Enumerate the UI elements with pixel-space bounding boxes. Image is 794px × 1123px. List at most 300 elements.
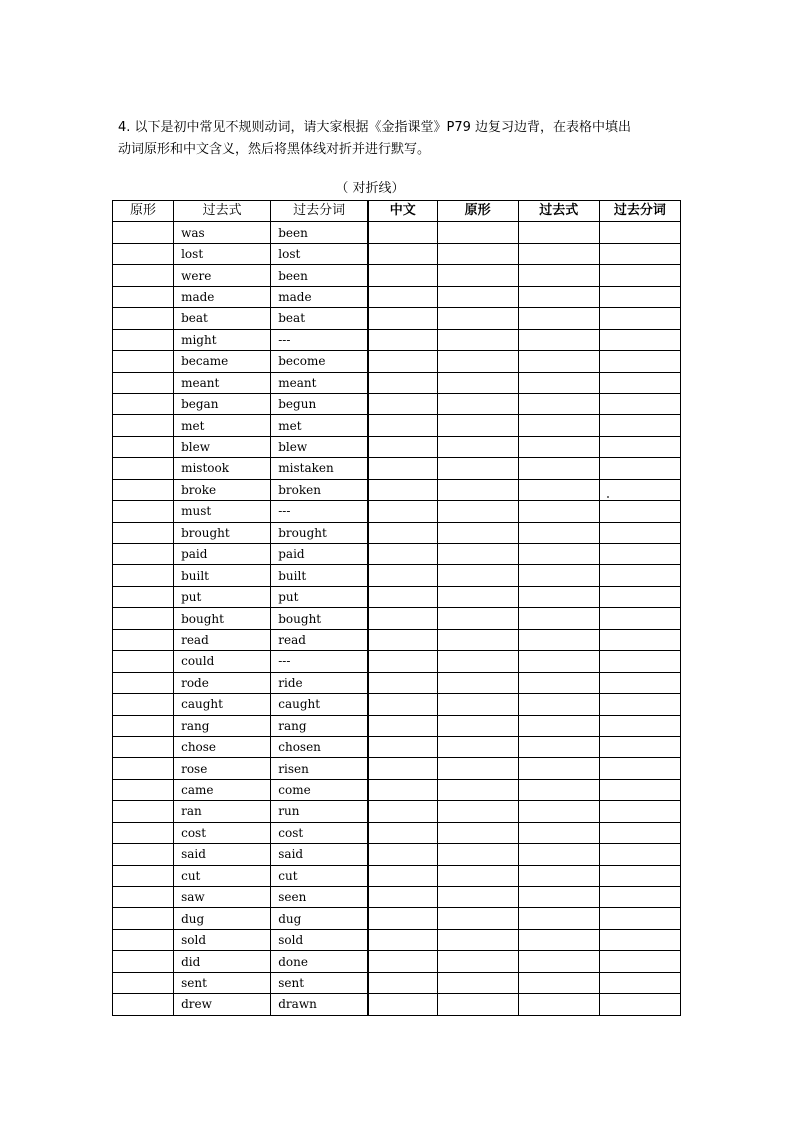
table-row: [113, 651, 681, 672]
cell-base-form[interactable]: [113, 243, 174, 264]
cell-past-tense-2[interactable]: [518, 479, 599, 500]
cell-chinese[interactable]: [368, 801, 437, 822]
cell-past-participle-2[interactable]: [599, 736, 680, 757]
cell-chinese[interactable]: [368, 715, 437, 736]
header-past-participle: 过去分词: [271, 201, 368, 222]
cell-base-form-2[interactable]: [437, 715, 518, 736]
cell-past-participle-2[interactable]: [599, 286, 680, 307]
table-row: [113, 372, 681, 393]
table-row: [113, 265, 681, 286]
table-row: [113, 522, 681, 543]
cell-base-form-2[interactable]: [437, 929, 518, 950]
table-row: [113, 694, 681, 715]
cell-past-tense-2[interactable]: [518, 243, 599, 264]
cell-past-tense-2[interactable]: [518, 672, 599, 693]
cell-chinese[interactable]: [368, 393, 437, 414]
cell-past-tense-2[interactable]: [518, 308, 599, 329]
cell-base-form-2[interactable]: [437, 501, 518, 522]
cell-past-participle-2[interactable]: [599, 436, 680, 457]
cell-past-tense-2[interactable]: [518, 801, 599, 822]
cell-base-form-2[interactable]: [437, 651, 518, 672]
cell-past-participle-2[interactable]: [599, 608, 680, 629]
cell-base-form-2[interactable]: [437, 372, 518, 393]
cell-past-participle: seen: [271, 887, 368, 908]
cell-base-form[interactable]: [113, 501, 174, 522]
cell-base-form-2[interactable]: [437, 458, 518, 479]
cell-past-tense: chose: [174, 736, 271, 757]
cell-past-participle-2[interactable]: [599, 393, 680, 414]
cell-past-tense: saw: [174, 887, 271, 908]
table-row: [113, 779, 681, 800]
cell-base-form-2[interactable]: [437, 908, 518, 929]
cell-base-form[interactable]: [113, 329, 174, 350]
cell-chinese[interactable]: [368, 951, 437, 972]
cell-past-tense-2[interactable]: [518, 522, 599, 543]
table-row: [113, 458, 681, 479]
cell-past-participle: caught: [271, 694, 368, 715]
table-row: [113, 929, 681, 950]
cell-past-participle-2[interactable]: [599, 415, 680, 436]
stray-mark: [607, 496, 609, 498]
table-body: [113, 222, 681, 1015]
cell-past-participle-2[interactable]: [599, 222, 680, 243]
table-row: [113, 286, 681, 307]
cell-past-participle-2[interactable]: [599, 715, 680, 736]
fold-line-label: （ 对折线）: [335, 181, 405, 196]
cell-past-participle-2[interactable]: [599, 544, 680, 565]
cell-past-participle: ---: [271, 329, 368, 350]
cell-past-tense: caught: [174, 694, 271, 715]
cell-past-tense-2[interactable]: [518, 436, 599, 457]
cell-base-form-2[interactable]: [437, 415, 518, 436]
cell-base-form[interactable]: [113, 522, 174, 543]
cell-past-participle: mistaken: [271, 458, 368, 479]
cell-chinese[interactable]: [368, 501, 437, 522]
table-row: [113, 436, 681, 457]
cell-base-form-2[interactable]: [437, 393, 518, 414]
cell-base-form[interactable]: [113, 779, 174, 800]
cell-past-tense: brought: [174, 522, 271, 543]
table-header-row: [113, 201, 681, 222]
cell-past-participle-2[interactable]: [599, 458, 680, 479]
cell-base-form[interactable]: [113, 929, 174, 950]
cell-past-tense-2[interactable]: [518, 393, 599, 414]
cell-base-form[interactable]: [113, 994, 174, 1015]
cell-base-form-2[interactable]: [437, 436, 518, 457]
cell-past-tense: must: [174, 501, 271, 522]
cell-base-form-2[interactable]: [437, 522, 518, 543]
irregular-verb-table: [112, 200, 681, 1016]
cell-past-tense: came: [174, 779, 271, 800]
cell-chinese[interactable]: [368, 329, 437, 350]
cell-past-tense: became: [174, 351, 271, 372]
cell-chinese[interactable]: [368, 779, 437, 800]
cell-base-form-2[interactable]: [437, 694, 518, 715]
cell-chinese[interactable]: [368, 994, 437, 1015]
cell-base-form[interactable]: [113, 651, 174, 672]
cell-past-participle: done: [271, 951, 368, 972]
cell-past-tense: built: [174, 565, 271, 586]
cell-past-tense-2[interactable]: [518, 844, 599, 865]
cell-past-tense: broke: [174, 479, 271, 500]
cell-chinese[interactable]: [368, 308, 437, 329]
cell-base-form[interactable]: [113, 351, 174, 372]
header-past-tense: 过去式: [174, 201, 271, 222]
cell-past-tense-2[interactable]: [518, 865, 599, 886]
cell-base-form[interactable]: [113, 265, 174, 286]
cell-base-form-2[interactable]: [437, 479, 518, 500]
cell-base-form[interactable]: [113, 715, 174, 736]
cell-chinese[interactable]: [368, 544, 437, 565]
table-row: [113, 329, 681, 350]
cell-past-tense-2[interactable]: [518, 779, 599, 800]
table-row: [113, 672, 681, 693]
cell-past-tense-2[interactable]: [518, 372, 599, 393]
cell-past-participle-2[interactable]: [599, 758, 680, 779]
cell-past-tense: could: [174, 651, 271, 672]
cell-base-form[interactable]: [113, 458, 174, 479]
cell-past-tense: drew: [174, 994, 271, 1015]
cell-chinese[interactable]: [368, 522, 437, 543]
cell-past-tense-2[interactable]: [518, 972, 599, 993]
table-row: [113, 479, 681, 500]
cell-past-tense: rang: [174, 715, 271, 736]
table-row: [113, 994, 681, 1015]
cell-base-form-2[interactable]: [437, 672, 518, 693]
header-past-tense-2: 过去式: [518, 201, 599, 222]
cell-past-participle-2[interactable]: [599, 479, 680, 500]
header-base-form: 原形: [113, 201, 174, 222]
cell-chinese[interactable]: [368, 887, 437, 908]
cell-past-tense: bought: [174, 608, 271, 629]
instructions-line-2: 动词原形和中文含义，然后将黑体线对折并进行默写。: [118, 142, 431, 157]
cell-past-tense-2[interactable]: [518, 415, 599, 436]
cell-base-form-2[interactable]: [437, 544, 518, 565]
cell-past-participle: come: [271, 779, 368, 800]
cell-chinese[interactable]: [368, 286, 437, 307]
cell-chinese[interactable]: [368, 629, 437, 650]
cell-past-participle: brought: [271, 522, 368, 543]
cell-base-form[interactable]: [113, 822, 174, 843]
cell-past-tense: beat: [174, 308, 271, 329]
cell-past-participle: become: [271, 351, 368, 372]
header-base-form-2: 原形: [437, 201, 518, 222]
table-row: [113, 501, 681, 522]
table-row: [113, 715, 681, 736]
header-chinese: 中文: [368, 201, 437, 222]
cell-chinese[interactable]: [368, 672, 437, 693]
cell-base-form[interactable]: [113, 951, 174, 972]
cell-past-participle: lost: [271, 243, 368, 264]
cell-past-tense: was: [174, 222, 271, 243]
cell-past-participle-2[interactable]: [599, 651, 680, 672]
table-row: [113, 865, 681, 886]
cell-past-tense-2[interactable]: [518, 265, 599, 286]
cell-past-participle-2[interactable]: [599, 865, 680, 886]
cell-chinese[interactable]: [368, 586, 437, 607]
cell-base-form[interactable]: [113, 865, 174, 886]
cell-past-participle-2[interactable]: [599, 801, 680, 822]
cell-chinese[interactable]: [368, 929, 437, 950]
cell-past-participle-2[interactable]: [599, 822, 680, 843]
cell-past-participle-2[interactable]: [599, 501, 680, 522]
cell-base-form-2[interactable]: [437, 865, 518, 886]
cell-past-participle: ---: [271, 651, 368, 672]
cell-base-form-2[interactable]: [437, 887, 518, 908]
cell-base-form-2[interactable]: [437, 994, 518, 1015]
cell-base-form[interactable]: [113, 844, 174, 865]
cell-past-tense-2[interactable]: [518, 351, 599, 372]
cell-past-tense: might: [174, 329, 271, 350]
cell-base-form-2[interactable]: [437, 801, 518, 822]
cell-past-tense-2[interactable]: [518, 694, 599, 715]
cell-past-participle: bought: [271, 608, 368, 629]
table-row: [113, 887, 681, 908]
cell-past-participle-2[interactable]: [599, 586, 680, 607]
cell-past-tense-2[interactable]: [518, 887, 599, 908]
cell-past-participle-2[interactable]: [599, 779, 680, 800]
cell-past-participle: cost: [271, 822, 368, 843]
cell-chinese[interactable]: [368, 265, 437, 286]
cell-past-participle-2[interactable]: [599, 694, 680, 715]
cell-past-participle-2[interactable]: [599, 672, 680, 693]
cell-past-participle-2[interactable]: [599, 908, 680, 929]
cell-past-participle-2[interactable]: [599, 372, 680, 393]
cell-past-participle: rang: [271, 715, 368, 736]
table-row: [113, 222, 681, 243]
cell-past-participle: read: [271, 629, 368, 650]
cell-chinese[interactable]: [368, 694, 437, 715]
cell-past-tense-2[interactable]: [518, 994, 599, 1015]
cell-past-participle: sent: [271, 972, 368, 993]
cell-base-form[interactable]: [113, 544, 174, 565]
cell-past-tense: mistook: [174, 458, 271, 479]
cell-base-form[interactable]: [113, 972, 174, 993]
cell-past-tense: rode: [174, 672, 271, 693]
cell-past-participle-2[interactable]: [599, 994, 680, 1015]
table-row: [113, 393, 681, 414]
table-row: [113, 951, 681, 972]
cell-past-tense: made: [174, 286, 271, 307]
cell-base-form-2[interactable]: [437, 565, 518, 586]
cell-base-form[interactable]: [113, 586, 174, 607]
cell-past-participle: ---: [271, 501, 368, 522]
cell-past-participle: met: [271, 415, 368, 436]
cell-past-tense-2[interactable]: [518, 736, 599, 757]
cell-past-participle: sold: [271, 929, 368, 950]
cell-past-participle: chosen: [271, 736, 368, 757]
instructions-line-1: 4. 以下是初中常见不规则动词，请大家根据《金指课堂》P79 边复习边背，在表格中填出: [118, 120, 632, 135]
cell-past-tense-2[interactable]: [518, 565, 599, 586]
cell-base-form-2[interactable]: [437, 736, 518, 757]
cell-base-form[interactable]: [113, 608, 174, 629]
cell-past-tense: dug: [174, 908, 271, 929]
cell-base-form[interactable]: [113, 694, 174, 715]
cell-base-form-2[interactable]: [437, 329, 518, 350]
cell-base-form[interactable]: [113, 887, 174, 908]
cell-past-tense-2[interactable]: [518, 222, 599, 243]
cell-base-form-2[interactable]: [437, 822, 518, 843]
cell-base-form[interactable]: [113, 372, 174, 393]
cell-past-tense: cut: [174, 865, 271, 886]
cell-past-tense-2[interactable]: [518, 608, 599, 629]
cell-past-participle-2[interactable]: [599, 243, 680, 264]
cell-chinese[interactable]: [368, 222, 437, 243]
cell-chinese[interactable]: [368, 372, 437, 393]
table-row: [113, 586, 681, 607]
cell-base-form[interactable]: [113, 393, 174, 414]
cell-base-form[interactable]: [113, 565, 174, 586]
cell-past-participle-2[interactable]: [599, 329, 680, 350]
cell-chinese[interactable]: [368, 844, 437, 865]
cell-past-participle-2[interactable]: [599, 565, 680, 586]
cell-base-form[interactable]: [113, 286, 174, 307]
cell-chinese[interactable]: [368, 865, 437, 886]
cell-chinese[interactable]: [368, 908, 437, 929]
table-row: [113, 565, 681, 586]
cell-past-participle-2[interactable]: [599, 351, 680, 372]
cell-base-form-2[interactable]: [437, 586, 518, 607]
cell-base-form-2[interactable]: [437, 758, 518, 779]
cell-base-form-2[interactable]: [437, 629, 518, 650]
cell-base-form-2[interactable]: [437, 265, 518, 286]
cell-base-form[interactable]: [113, 436, 174, 457]
cell-past-participle: paid: [271, 544, 368, 565]
cell-chinese[interactable]: [368, 436, 437, 457]
cell-base-form[interactable]: [113, 758, 174, 779]
cell-base-form-2[interactable]: [437, 972, 518, 993]
cell-chinese[interactable]: [368, 822, 437, 843]
cell-past-participle: said: [271, 844, 368, 865]
cell-past-tense-2[interactable]: [518, 908, 599, 929]
cell-base-form[interactable]: [113, 736, 174, 757]
cell-past-participle: run: [271, 801, 368, 822]
cell-past-participle-2[interactable]: [599, 844, 680, 865]
cell-past-participle: put: [271, 586, 368, 607]
table-row: [113, 736, 681, 757]
cell-chinese[interactable]: [368, 608, 437, 629]
cell-past-tense-2[interactable]: [518, 329, 599, 350]
cell-base-form-2[interactable]: [437, 243, 518, 264]
cell-past-tense-2[interactable]: [518, 758, 599, 779]
cell-past-tense-2[interactable]: [518, 586, 599, 607]
cell-chinese[interactable]: [368, 736, 437, 757]
cell-base-form-2[interactable]: [437, 844, 518, 865]
table-row: [113, 629, 681, 650]
cell-base-form[interactable]: [113, 415, 174, 436]
cell-past-participle-2[interactable]: [599, 522, 680, 543]
cell-past-participle: been: [271, 222, 368, 243]
cell-past-participle-2[interactable]: [599, 951, 680, 972]
cell-past-participle-2[interactable]: [599, 265, 680, 286]
cell-past-tense: paid: [174, 544, 271, 565]
cell-base-form[interactable]: [113, 672, 174, 693]
cell-past-tense-2[interactable]: [518, 544, 599, 565]
table-row: [113, 608, 681, 629]
cell-past-participle-2[interactable]: [599, 629, 680, 650]
cell-base-form-2[interactable]: [437, 286, 518, 307]
table-row: [113, 308, 681, 329]
cell-past-tense: did: [174, 951, 271, 972]
cell-past-tense-2[interactable]: [518, 286, 599, 307]
cell-past-participle: blew: [271, 436, 368, 457]
cell-base-form-2[interactable]: [437, 608, 518, 629]
cell-past-participle: built: [271, 565, 368, 586]
cell-base-form[interactable]: [113, 801, 174, 822]
cell-chinese[interactable]: [368, 415, 437, 436]
cell-past-participle-2[interactable]: [599, 929, 680, 950]
cell-past-tense-2[interactable]: [518, 651, 599, 672]
cell-base-form-2[interactable]: [437, 222, 518, 243]
cell-past-participle-2[interactable]: [599, 887, 680, 908]
cell-past-tense: ran: [174, 801, 271, 822]
cell-past-participle-2[interactable]: [599, 308, 680, 329]
cell-past-participle: cut: [271, 865, 368, 886]
cell-chinese[interactable]: [368, 565, 437, 586]
cell-past-tense: rose: [174, 758, 271, 779]
cell-past-tense: sent: [174, 972, 271, 993]
cell-past-participle: drawn: [271, 994, 368, 1015]
cell-past-tense: were: [174, 265, 271, 286]
cell-past-tense: meant: [174, 372, 271, 393]
cell-past-tense-2[interactable]: [518, 929, 599, 950]
cell-base-form[interactable]: [113, 308, 174, 329]
cell-base-form[interactable]: [113, 629, 174, 650]
table-row: [113, 801, 681, 822]
cell-chinese[interactable]: [368, 458, 437, 479]
cell-past-tense: said: [174, 844, 271, 865]
cell-past-tense: met: [174, 415, 271, 436]
cell-base-form-2[interactable]: [437, 779, 518, 800]
cell-past-tense-2[interactable]: [518, 629, 599, 650]
cell-past-participle: been: [271, 265, 368, 286]
cell-base-form[interactable]: [113, 479, 174, 500]
cell-past-tense: began: [174, 393, 271, 414]
cell-past-tense-2[interactable]: [518, 715, 599, 736]
table-row: [113, 972, 681, 993]
cell-past-tense-2[interactable]: [518, 501, 599, 522]
table-row: [113, 415, 681, 436]
cell-chinese[interactable]: [368, 479, 437, 500]
table-row: [113, 758, 681, 779]
cell-past-participle: broken: [271, 479, 368, 500]
cell-past-tense: lost: [174, 243, 271, 264]
cell-base-form-2[interactable]: [437, 351, 518, 372]
cell-base-form-2[interactable]: [437, 951, 518, 972]
cell-past-participle: dug: [271, 908, 368, 929]
cell-chinese[interactable]: [368, 243, 437, 264]
cell-past-tense-2[interactable]: [518, 822, 599, 843]
cell-base-form[interactable]: [113, 908, 174, 929]
cell-past-participle-2[interactable]: [599, 972, 680, 993]
cell-past-participle: meant: [271, 372, 368, 393]
cell-past-tense-2[interactable]: [518, 458, 599, 479]
instructions: [118, 117, 698, 161]
cell-past-tense-2[interactable]: [518, 951, 599, 972]
cell-past-participle: ride: [271, 672, 368, 693]
cell-past-tense: cost: [174, 822, 271, 843]
cell-chinese[interactable]: [368, 758, 437, 779]
cell-past-tense: put: [174, 586, 271, 607]
cell-chinese[interactable]: [368, 351, 437, 372]
cell-past-tense: read: [174, 629, 271, 650]
cell-base-form-2[interactable]: [437, 308, 518, 329]
table-row: [113, 908, 681, 929]
cell-chinese[interactable]: [368, 972, 437, 993]
table-row: [113, 544, 681, 565]
cell-base-form[interactable]: [113, 222, 174, 243]
cell-chinese[interactable]: [368, 651, 437, 672]
